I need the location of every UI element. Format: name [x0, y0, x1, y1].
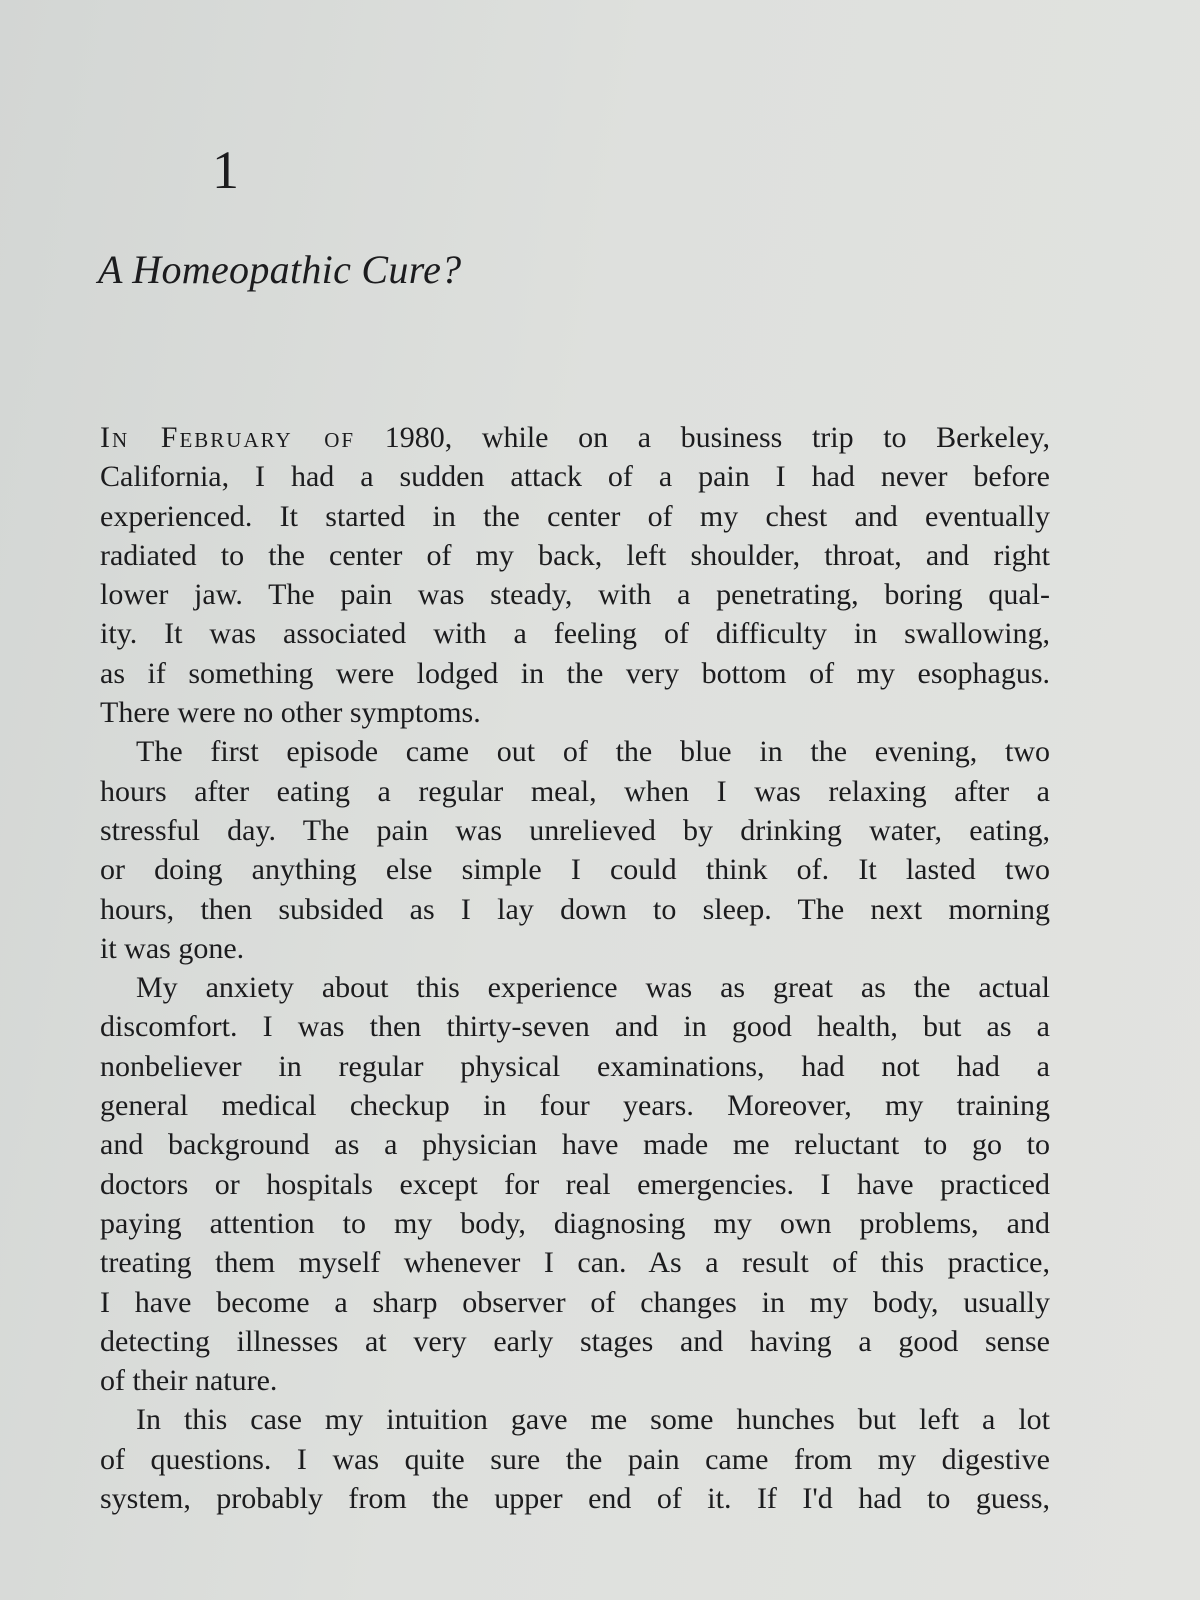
chapter-number: 1 [212, 140, 239, 200]
text-line: stressful day. The pain was unrelieved by drinking water, eating, [100, 813, 1050, 847]
text-line: paying attention to my body, diagnosing my own problems, and [100, 1206, 1050, 1240]
chapter-title: A Homeopathic Cure? [98, 247, 462, 292]
text-line: I have become a sharp observer of changes in my body, usually [100, 1285, 1050, 1319]
text-line: as if something were lodged in the very bottom of my esophagus. [100, 656, 1050, 690]
paragraph-start-line: The first episode came out of the blue in the evening, two [136, 735, 1050, 769]
text-line-content: 1980, while on a business trip to Berkeley, [355, 421, 1051, 454]
paragraph-start-line: In this case my intuition gave me some hunches but left a lot [136, 1403, 1050, 1437]
text-line: experienced. It started in the center of my chest and eventually [100, 499, 1050, 533]
text-line: nonbeliever in regular physical examinations, had not had a [100, 1049, 1050, 1083]
text-line: system, probably from the upper end of it. If I'd had to guess, [100, 1482, 1050, 1516]
text-line: lower jaw. The pain was steady, with a penetrating, boring qual- [100, 578, 1050, 612]
text-line: of their nature. [100, 1364, 278, 1398]
text-line: discomfort. I was then thirty-seven and in good health, but as a [100, 1010, 1050, 1044]
text-line: it was gone. [100, 931, 245, 965]
text-line: general medical checkup in four years. Moreover, my training [100, 1089, 1050, 1123]
text-line: and background as a physician have made me reluctant to go to [100, 1128, 1050, 1162]
text-line: hours after eating a regular meal, when I was relaxing after a [100, 774, 1050, 808]
chapter-body [100, 418, 1050, 1518]
paragraph-start-line: My anxiety about this experience was as great as the actual [136, 971, 1050, 1005]
text-line: ity. It was associated with a feeling of difficulty in swallowing, [100, 617, 1050, 651]
text-line: doctors or hospitals except for real emergencies. I have practiced [100, 1167, 1050, 1201]
text-line: hours, then subsided as I lay down to sleep. The next morning [100, 892, 1050, 926]
text-line: of questions. I was quite sure the pain came from my digestive [100, 1442, 1050, 1476]
text-line: detecting illnesses at very early stages and having a good sense [100, 1324, 1050, 1358]
text-line: treating them myself whenever I can. As a result of this practice, [100, 1246, 1050, 1280]
text-line: California, I had a sudden attack of a pain I had never before [100, 460, 1050, 494]
opening-small-caps: In February of [100, 421, 356, 454]
text-line: radiated to the center of my back, left shoulder, throat, and right [100, 538, 1050, 572]
text-line: or doing anything else simple I could think of. It lasted two [100, 853, 1050, 887]
text-line: There were no other symptoms. [100, 696, 481, 730]
text-line [100, 418, 1050, 457]
